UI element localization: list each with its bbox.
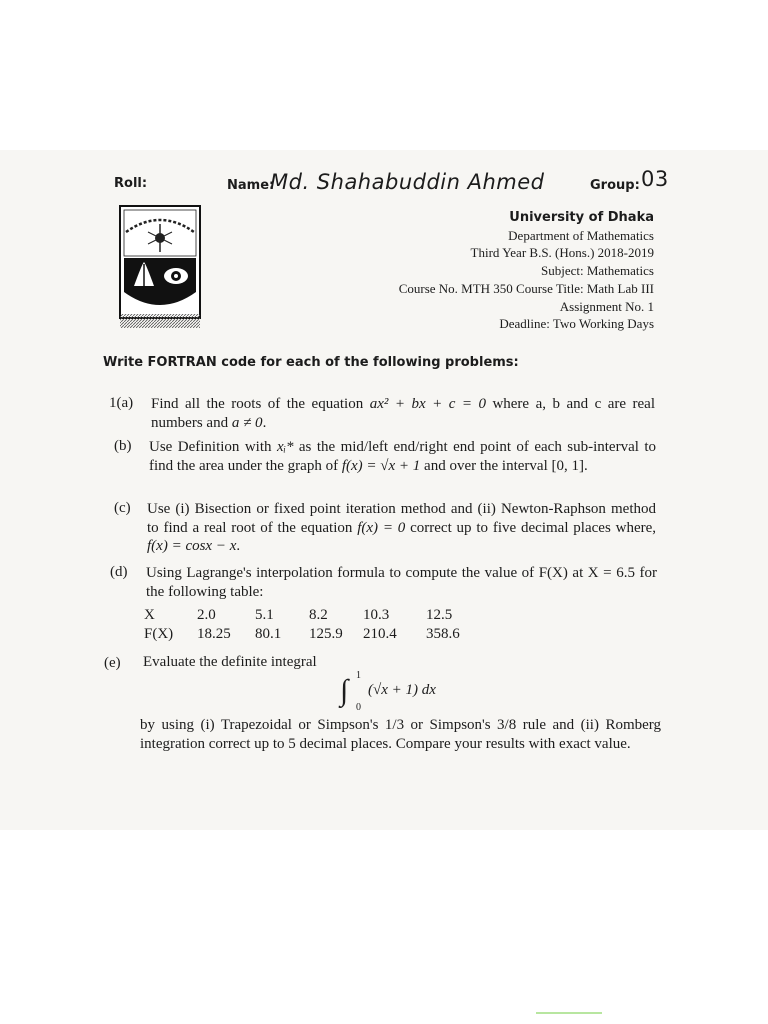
problem-e-continuation: by using (i) Trapezoidal or Simpson's 1/3 or Simpson's 3/8 rule and (ii) Romberg integration correct up to 5 decimal places. Compare your results with exact value.	[140, 717, 661, 752]
quadratic-equation: ax² + bx + c = 0	[369, 396, 486, 412]
assignment-number: Assignment No. 1	[559, 298, 654, 314]
table-cell: 358.6	[426, 626, 460, 642]
department: Department of Mathematics	[508, 227, 654, 243]
table-row	[144, 625, 460, 644]
group-handwritten: 03	[641, 167, 669, 191]
table-cell: 80.1	[255, 626, 282, 642]
course-info: Course No. MTH 350 Course Title: Math Lab III	[398, 280, 654, 296]
problem-c-text: Use (i) Bisection or fixed point iteration method and (ii) Newton-Raphson method to find a real root of the equation f(x) = 0 correct up to five decimal places where, f(x) = cosx − x.	[147, 501, 657, 554]
university-name: University of Dhaka	[509, 210, 654, 225]
academic-year: Third Year B.S. (Hons.) 2018-2019	[470, 245, 654, 261]
integral-upper-limit: 1	[356, 670, 361, 681]
table-cell: 8.2	[309, 607, 328, 623]
table-cell: 18.25	[197, 626, 231, 642]
problem-1a-label: 1(a)	[109, 395, 134, 411]
group-label: Group:	[590, 178, 640, 193]
integral-sign-icon: ∫	[340, 674, 349, 707]
problem-b-label: (b)	[114, 438, 132, 454]
table-cell: 10.3	[363, 607, 390, 623]
table-cell: 2.0	[197, 607, 216, 623]
problem-d-label: (d)	[110, 564, 128, 580]
deadline: Deadline: Two Working Days	[499, 316, 654, 332]
table-cell: 12.5	[426, 607, 453, 623]
problem-b-text: Use Definition with xᵢ* as the mid/left end/right end point of each sub-interval to find the area under the graph of f(x) = √x + 1 and over the interval [0, 1].	[149, 439, 656, 474]
problem-1a-text: Find all the roots of the equation ax² + bx + c = 0 where a, b and c are real numbers and a ≠ 0.	[151, 396, 655, 431]
definite-integral	[340, 670, 470, 714]
university-seal-icon	[112, 202, 206, 332]
problem-d-text: Using Lagrange's interpolation formula to compute the value of F(X) at X = 6.5 for the following table:	[146, 565, 657, 600]
table-row-label: X	[144, 607, 155, 623]
problem-e-label: (e)	[104, 655, 121, 671]
integrand: (√x + 1) dx	[368, 682, 436, 698]
divider-line	[536, 1012, 602, 1014]
table-row-label: F(X)	[144, 626, 174, 642]
integral-lower-limit: 0	[356, 702, 361, 713]
problem-c-label: (c)	[114, 500, 131, 516]
table-cell: 5.1	[255, 607, 274, 623]
instruction-heading: Write FORTRAN code for each of the following problems:	[103, 355, 519, 370]
name-label: Name:	[227, 178, 275, 193]
problem-e-text: Evaluate the definite integral	[143, 654, 317, 670]
institution-header	[399, 209, 654, 333]
table-cell: 210.4	[363, 626, 397, 642]
name-handwritten: Md. Shahabuddin Ahmed	[270, 170, 545, 194]
data-table	[144, 606, 460, 644]
roll-label: Roll:	[114, 176, 148, 191]
subject: Subject: Mathematics	[540, 263, 654, 279]
table-row	[144, 606, 460, 625]
table-cell: 125.9	[309, 626, 343, 642]
